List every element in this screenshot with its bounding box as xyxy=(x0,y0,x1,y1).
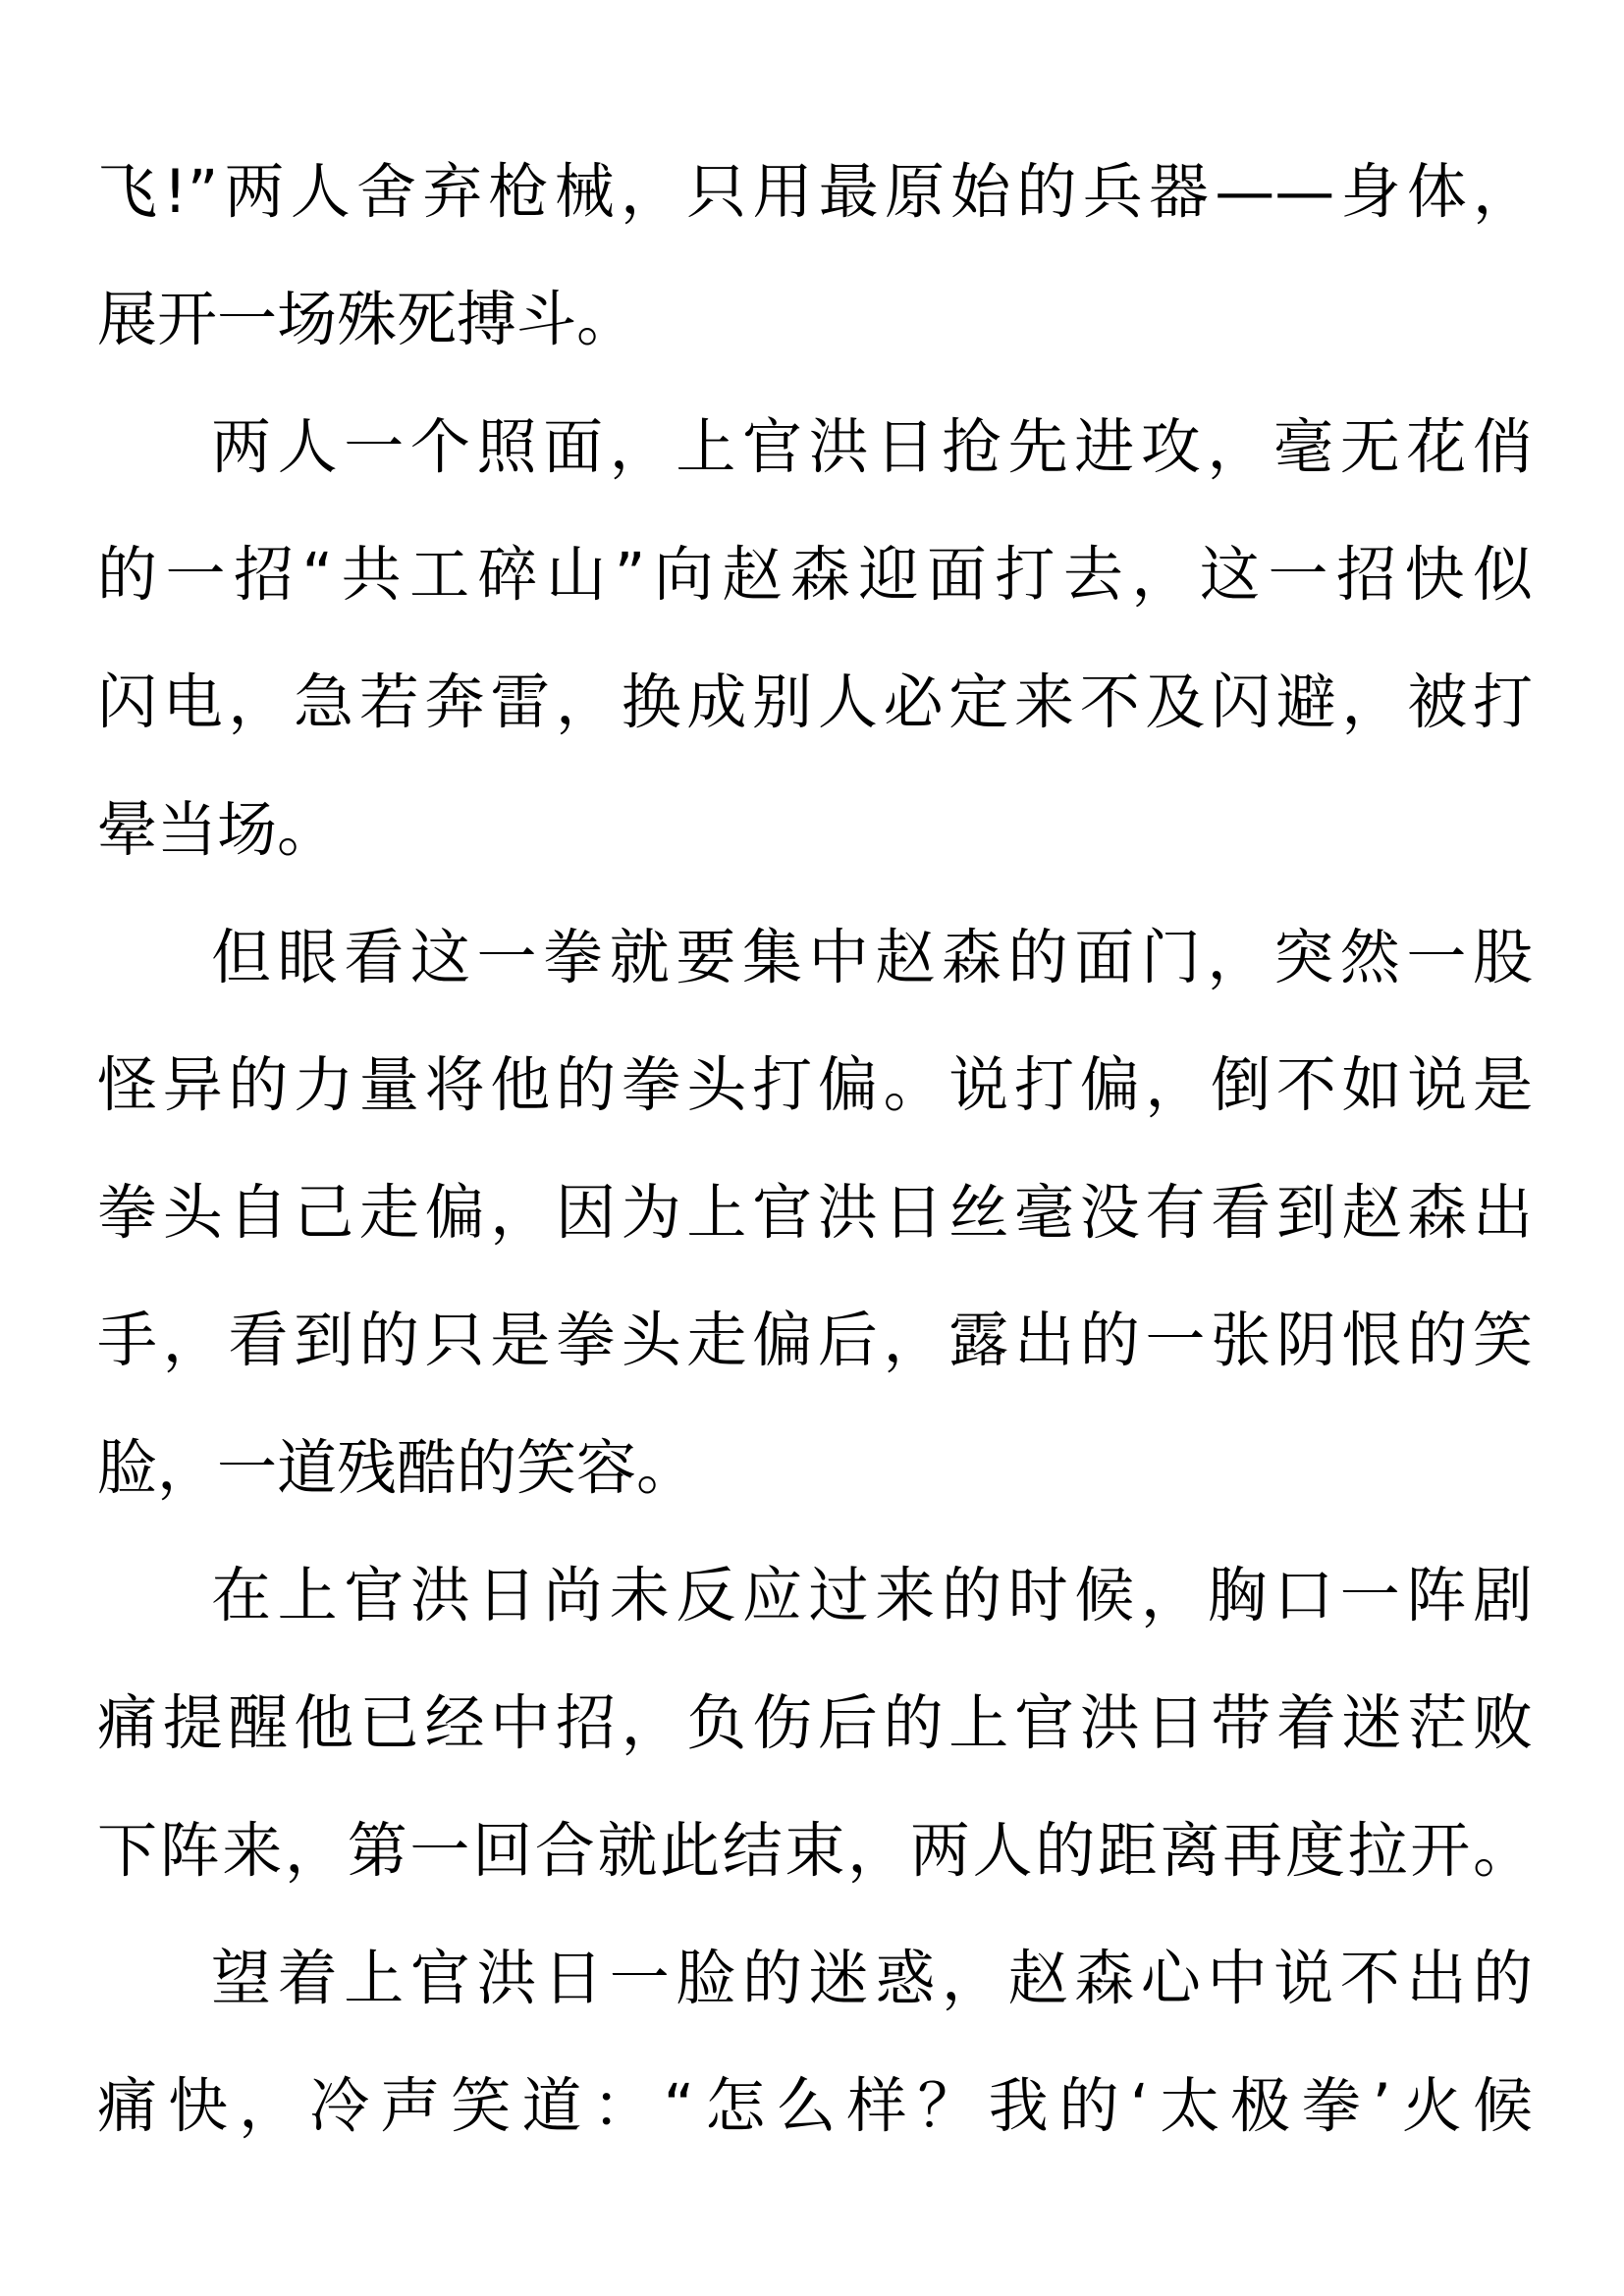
text-line: 但眼看这一拳就要集中赵森的面门，突然一股 xyxy=(211,923,1533,992)
text-line: 的一招“共工碎山”向赵森迎面打去，这一招快似 xyxy=(97,540,1533,610)
text-line: 怪异的力量将他的拳头打偏。说打偏，倒不如说是 xyxy=(97,1050,1533,1120)
text-line: 闪电，急若奔雷，换成别人必定来不及闪避，被打 xyxy=(97,667,1533,737)
text-line: 两人一个照面，上官洪日抢先进攻，毫无花俏 xyxy=(211,412,1533,482)
text-line: 下阵来，第一回合就此结束，两人的距离再度拉开。 xyxy=(97,1816,1533,1886)
text-line: 脸，一道残酷的笑容。 xyxy=(97,1433,697,1503)
text-line: 晕当场。 xyxy=(97,795,338,865)
text-line: 痛快，冷声笑道：“怎么样？我的‘太极拳’火候 xyxy=(97,2071,1533,2141)
text-line: 飞!”两人舍弃枪械，只用最原始的兵器——身体， xyxy=(97,157,1533,227)
text-line: 在上官洪日尚未反应过来的时候，胸口一阵剧 xyxy=(211,1561,1533,1630)
document-body xyxy=(97,129,1533,2170)
text-line: 望着上官洪日一脸的迷惑，赵森心中说不出的 xyxy=(211,1944,1533,2013)
text-line: 拳头自己走偏，因为上官洪日丝毫没有看到赵森出 xyxy=(97,1178,1533,1248)
text-line: 展开一场殊死搏斗。 xyxy=(97,285,637,354)
text-line: 手，看到的只是拳头走偏后，露出的一张阴恨的笑 xyxy=(97,1306,1533,1375)
text-line: 痛提醒他已经中招，负伤后的上官洪日带着迷茫败 xyxy=(97,1688,1533,1758)
